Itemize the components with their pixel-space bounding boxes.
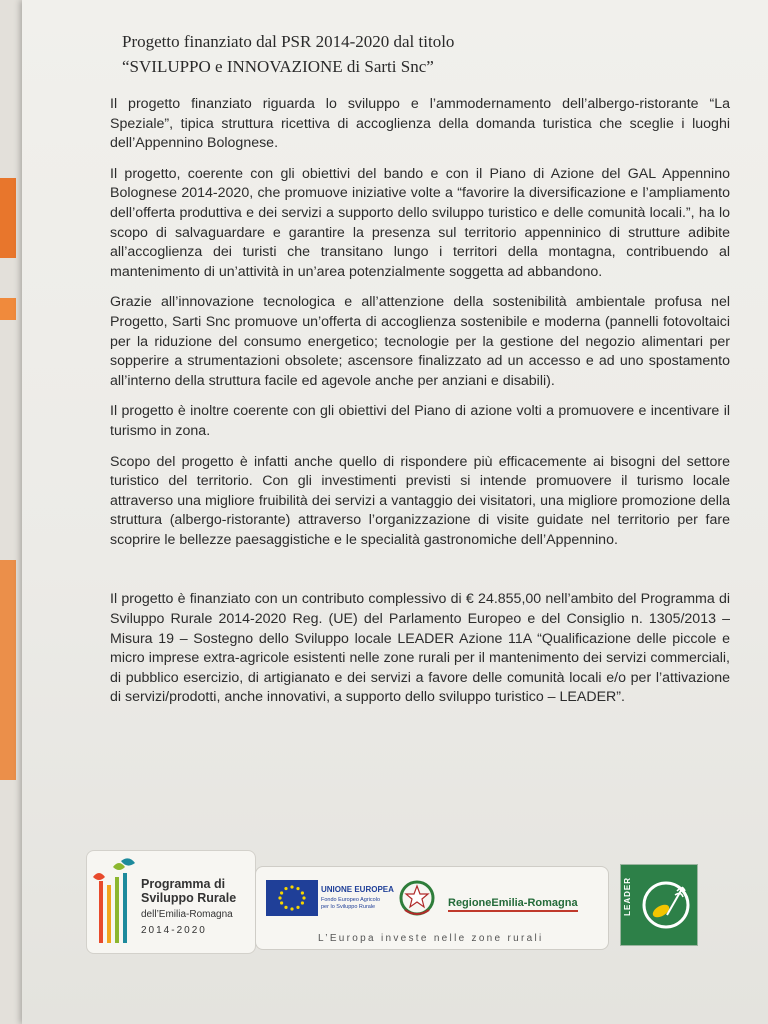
funding-paragraph: Il progetto è finanziato con un contributo complessivo di € 24.855,00 nell’ambito del Programma di Sviluppo Rurale 2014-2020 Reg. (UE) del Parlamento Europeo e del Consiglio n. 1305/2013 – Misura 19 – Sostegno dello Sviluppo locale LEADER Azione 11A “Qualificazione delle piccole e micro imprese extra-agricole esistenti nelle zone rurali per il mantenimento dei servizi commerciali, di pubblico esercizio, di artigianato e dei servizi a favore delle comunità locali e/o per l’attivazione di servizi/prodotti, anche innovativi, a supporto dello sviluppo turistico – LEADER”. [110, 591, 730, 706]
italian-republic-emblem-icon [397, 878, 437, 918]
psr-leaves-icon [91, 855, 137, 947]
eu-fund-name: Fondo Europeo Agricolo per lo Sviluppo Rurale [321, 897, 381, 910]
paragraph: Il progetto, coerente con gli obiettivi del bando e con il Piano di Azione del GAL Appennino Bolognese 2014-2020, che promuove iniziative volte a “favorire la diversificazione e l’ampliamento dell’offerta produttiva e dei servizi a supporto dello sviluppo turistico e delle comunità locali.”, ha lo scopo di salvaguardare e garantire la presenza sul territorio appenninico di strutture adibite all’accoglienza dei turisti che transitano lungo i territori della montagna, contribuendo al mantenimento di un’attività in un’area potenzialmente soggetta ad abbandono. [110, 165, 730, 280]
background-orange-card [0, 560, 16, 780]
eu-title: UNIONE EUROPEA [321, 885, 394, 894]
psr-years: 2014-2020 [141, 925, 207, 936]
leader-emblem-icon [639, 873, 693, 937]
psr-name: Programma di Sviluppo Rurale [141, 877, 237, 905]
paragraph: Scopo del progetto è infatti anche quello di rispondere più efficacemente ai bisogni del settore turistico del territorio. Con gli investimenti previsti si intende promuovere il turismo locale attraverso una migliore fruibilità dei servizi a vantaggio dei visitatori, una migliore promozione della struttura (albergo-ristorante) attraverso l’organizzazione di visite guidate nel territorio per fare scoprire le bellezze paesaggistiche e le specialità gastronomiche dell’Appennino. [110, 453, 730, 548]
eu-slogan: L’Europa investe nelle zone rurali [318, 933, 544, 944]
title-line-1: Progetto finanziato dal PSR 2014-2020 dal titolo [122, 32, 455, 51]
paragraph: Grazie all’innovazione tecnologica e all’attenzione della sostenibilità ambientale profusa nel Progetto, Sarti Snc promuove un’offerta di accoglienza sostenibile e moderna (pannelli fotovoltaici per la riduzione del consumo energetico; tecnologie per la gestione del negozio alimentari per sopperire a strumentazioni obsolete; ascensore finalizzato ad un accesso e ad uno spostamento all’interno della struttura facile ed agevole anche per anziani e disabili). [110, 294, 730, 389]
background-orange-card [0, 178, 16, 258]
leader-logo [620, 864, 698, 946]
document-title [122, 29, 682, 79]
document-body [110, 95, 730, 719]
background-orange-card [0, 298, 16, 320]
regione-emilia-romagna-logo: RegioneEmilia-Romagna [448, 897, 578, 912]
psr-region: dell’Emilia-Romagna [141, 909, 233, 920]
title-line-2: “SVILUPPO e INNOVAZIONE di Sarti Snc” [122, 57, 434, 76]
leader-label: LEADER [623, 877, 632, 916]
psr-logo [86, 850, 256, 954]
paragraph: Il progetto finanziato riguarda lo sviluppo e l’ammodernamento dell’albergo-ristorante “La Speziale”, tipica struttura ricettiva di accoglienza della domanda turistica che sceglie i luoghi dell’Appennino Bolognese. [110, 96, 730, 152]
eu-regione-logo [255, 866, 609, 950]
paragraph: Il progetto è inoltre coerente con gli obiettivi del Piano di azione volti a promuovere e incentivare il turismo in zona. [110, 403, 730, 439]
eu-flag-icon [266, 880, 318, 916]
